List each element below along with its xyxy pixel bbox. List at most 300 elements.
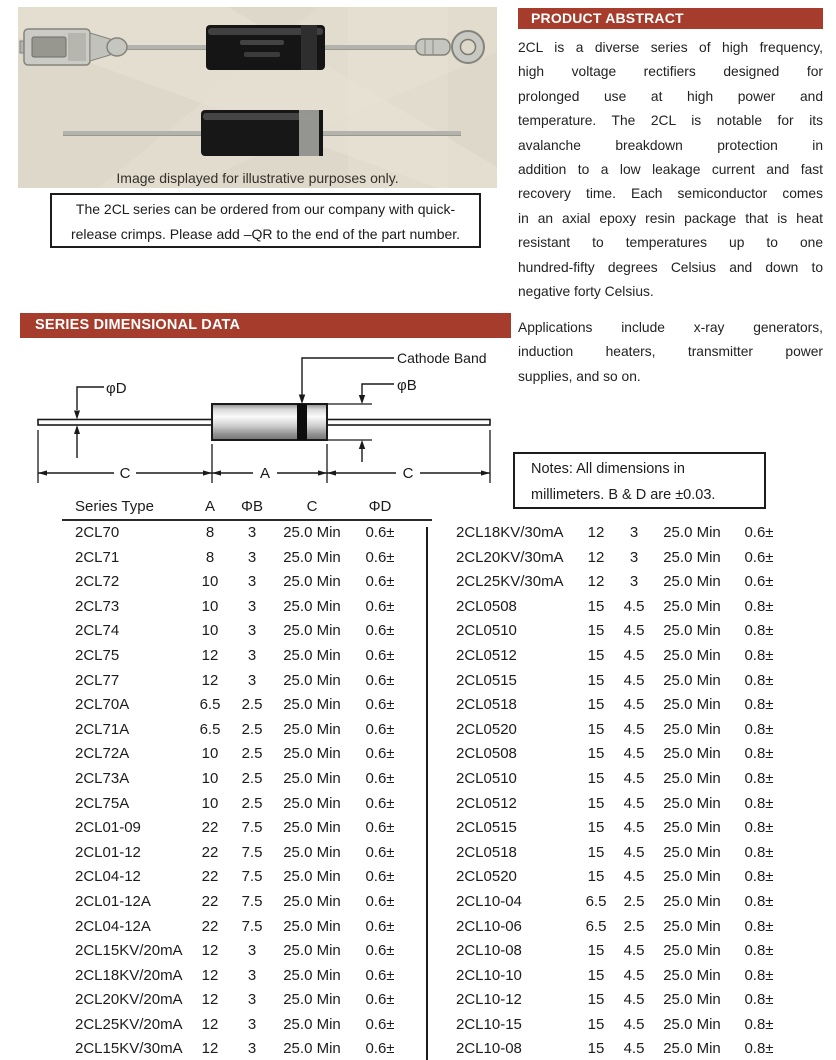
table-cell: 2CL0512 <box>456 646 517 664</box>
table-cell: 0.6± <box>365 769 395 787</box>
table-cell: 25.0 Min <box>663 991 721 1009</box>
table-cell: 25.0 Min <box>283 745 341 763</box>
diode-body-bottom <box>201 110 323 156</box>
table-cell: 3 <box>247 1040 257 1058</box>
table-cell: 0.6± <box>365 671 395 689</box>
table-cell: 12 <box>201 1040 219 1058</box>
table-row <box>62 865 432 890</box>
series-dimensional-header: SERIES DIMENSIONAL DATA <box>20 313 511 338</box>
table-cell: 2CL70A <box>75 696 130 714</box>
text-line: high voltage rectifiers designed for <box>518 64 823 80</box>
label-phi-b: φB <box>397 377 417 394</box>
table-cell: 4.5 <box>623 745 645 763</box>
table-row <box>442 718 812 743</box>
table-cell: 12 <box>201 1015 219 1033</box>
table-cell: 4.5 <box>623 646 645 664</box>
table-cell: 25.0 Min <box>663 646 721 664</box>
table-cell: 0.6± <box>365 524 395 541</box>
table-cell: 12 <box>587 573 605 591</box>
table-cell: 0.8± <box>744 671 774 689</box>
table-divider <box>426 527 428 1060</box>
table-cell: 0.6± <box>365 745 395 763</box>
table-cell: 15 <box>587 1015 605 1033</box>
table-cell: 2.5 <box>241 745 263 763</box>
table-cell: 2CL25KV/20mA <box>75 1015 183 1033</box>
table-cell: 15 <box>587 868 605 886</box>
table-cell: 25.0 Min <box>663 942 721 960</box>
table-cell: 25.0 Min <box>663 917 721 935</box>
text-line: avalanche breakdown protection in <box>518 137 823 153</box>
table-cell: 15 <box>587 794 605 812</box>
diode-body-top <box>206 25 325 70</box>
table-cell: 2CL15KV/20mA <box>75 942 183 960</box>
text-line: recovery time. Each semiconductor comes <box>518 186 823 202</box>
table-cell: 25.0 Min <box>283 622 341 640</box>
text-line: resistant to temperatures up to one <box>518 235 823 251</box>
label-dim-c-left: C <box>119 465 131 482</box>
table-row <box>62 792 432 817</box>
table-cell: 2CL0520 <box>456 720 517 738</box>
table-cell: 7.5 <box>241 843 263 861</box>
table-cell: 0.8± <box>744 917 774 935</box>
table-row <box>62 742 432 767</box>
table-cell: 0.6± <box>365 646 395 664</box>
table-cell: 22 <box>201 917 219 935</box>
table-cell: 2CL71A <box>75 720 130 738</box>
table-cell: 0.8± <box>744 942 774 960</box>
table-cell: 2CL73A <box>75 769 130 787</box>
table-cell: 2CL10-10 <box>456 966 522 984</box>
col-header-a: A <box>204 498 215 515</box>
table-cell: 12 <box>201 991 219 1009</box>
table-cell: 3 <box>629 524 639 541</box>
table-row <box>442 546 812 571</box>
table-cell: 8 <box>205 548 215 566</box>
table-cell: 4.5 <box>623 671 645 689</box>
table-cell: 2CL72A <box>75 745 130 763</box>
table-cell: 2CL15KV/30mA <box>75 1040 183 1058</box>
table-cell: 2CL71 <box>75 548 120 566</box>
table-cell: 2CL20KV/30mA <box>456 548 564 566</box>
table-cell: 25.0 Min <box>283 524 341 541</box>
table-cell: 15 <box>587 1040 605 1058</box>
table-cell: 7.5 <box>241 868 263 886</box>
table-row <box>62 1037 432 1060</box>
table-cell: 2CL0515 <box>456 671 517 689</box>
table-cell: 4.5 <box>623 942 645 960</box>
table-cell: 2CL10-08 <box>456 942 522 960</box>
table-row <box>62 570 432 595</box>
label-dim-c-right: C <box>402 465 414 482</box>
table-cell: 8 <box>205 524 215 541</box>
label-dim-a: A <box>259 465 271 482</box>
table-cell: 25.0 Min <box>283 819 341 837</box>
table-cell: 15 <box>587 622 605 640</box>
table-cell: 25.0 Min <box>663 745 721 763</box>
table-row <box>442 742 812 767</box>
table-cell: 3 <box>247 991 257 1009</box>
table-cell: 0.6± <box>365 720 395 738</box>
table-cell: 12 <box>587 524 605 541</box>
table-cell: 15 <box>587 720 605 738</box>
table-row <box>62 988 432 1013</box>
table-cell: 0.8± <box>744 745 774 763</box>
table-cell: 25.0 Min <box>283 769 341 787</box>
table-row <box>62 718 432 743</box>
table-cell: 4.5 <box>623 1015 645 1033</box>
diagram-cathode-band <box>297 404 307 440</box>
table-cell: 0.6± <box>365 696 395 714</box>
table-cell: 25.0 Min <box>283 720 341 738</box>
table-cell: 25.0 Min <box>663 819 721 837</box>
table-body-right <box>442 521 812 1060</box>
photo-caption: Image displayed for illustrative purposes only. <box>116 170 399 186</box>
table-row <box>442 1037 812 1060</box>
table-cell: 0.8± <box>744 622 774 640</box>
table-row <box>62 595 432 620</box>
table-cell: 25.0 Min <box>283 892 341 910</box>
table-cell: 0.6± <box>365 942 395 960</box>
table-cell: 12 <box>201 646 219 664</box>
text-line: Applications include x-ray generators, <box>518 320 823 335</box>
table-cell: 0.8± <box>744 843 774 861</box>
table-cell: 25.0 Min <box>283 1015 341 1033</box>
notes-line: Notes: All dimensions in <box>531 461 685 477</box>
table-cell: 25.0 Min <box>283 573 341 591</box>
order-note-line: release crimps. Please add –QR to the end of the part number. <box>70 226 461 242</box>
table-cell: 0.8± <box>744 868 774 886</box>
text-line: 2CL is a diverse series of high frequency, <box>518 40 823 55</box>
col-header-series-type: Series Type <box>75 498 154 515</box>
table-cell: 2CL73 <box>75 597 120 615</box>
table-row <box>442 521 812 546</box>
table-cell: 2CL70 <box>75 524 120 541</box>
table-row <box>62 546 432 571</box>
table-cell: 15 <box>587 991 605 1009</box>
table-cell: 7.5 <box>241 917 263 935</box>
table-header <box>62 495 432 521</box>
table-cell: 10 <box>201 745 219 763</box>
table-cell: 15 <box>587 966 605 984</box>
table-cell: 2CL77 <box>75 671 120 689</box>
table-cell: 0.8± <box>744 696 774 714</box>
table-cell: 0.6± <box>365 622 395 640</box>
table-row <box>442 619 812 644</box>
table-cell: 3 <box>247 548 257 566</box>
table-cell: 0.6± <box>365 573 395 591</box>
table-cell: 25.0 Min <box>663 696 721 714</box>
table-cell: 25.0 Min <box>283 868 341 886</box>
table-cell: 2.5 <box>241 769 263 787</box>
table-row <box>62 619 432 644</box>
table-cell: 6.5 <box>199 720 221 738</box>
applications-text <box>518 316 823 389</box>
table-cell: 15 <box>587 696 605 714</box>
table-row <box>442 792 812 817</box>
table-cell: 0.8± <box>744 794 774 812</box>
table-cell: 4.5 <box>623 622 645 640</box>
table-cell: 25.0 Min <box>283 942 341 960</box>
table-row <box>442 669 812 694</box>
notes-line: millimeters. B & D are ±0.03. <box>531 487 716 503</box>
table-cell: 4.5 <box>623 696 645 714</box>
order-note-line: The 2CL series can be ordered from our company with quick- <box>75 201 456 217</box>
text-line: temperature. The 2CL is notable for its <box>518 113 823 129</box>
table-row <box>62 841 432 866</box>
table-cell: 2CL0518 <box>456 843 517 861</box>
table-cell: 0.8± <box>744 769 774 787</box>
table-row <box>442 1013 812 1038</box>
table-row <box>442 939 812 964</box>
table-cell: 2.5 <box>241 720 263 738</box>
table-cell: 0.6± <box>365 1040 395 1058</box>
table-cell: 2CL10-08 <box>456 1040 522 1058</box>
table-row <box>62 693 432 718</box>
table-row <box>62 1013 432 1038</box>
table-cell: 22 <box>201 892 219 910</box>
table-cell: 25.0 Min <box>663 548 721 566</box>
table-row <box>442 915 812 940</box>
table-cell: 25.0 Min <box>663 868 721 886</box>
table-cell: 0.8± <box>744 646 774 664</box>
table-row <box>62 644 432 669</box>
notes-box <box>513 452 766 509</box>
dimension-diagram <box>20 340 500 492</box>
table-cell: 7.5 <box>241 892 263 910</box>
table-row <box>442 890 812 915</box>
table-cell: 2CL0520 <box>456 868 517 886</box>
table-cell: 25.0 Min <box>663 671 721 689</box>
table-cell: 2CL01-12A <box>75 892 151 910</box>
table-cell: 6.5 <box>585 917 607 935</box>
table-cell: 3 <box>247 524 257 541</box>
table-cell: 0.6± <box>365 1015 395 1033</box>
table-cell: 7.5 <box>241 819 263 837</box>
table-cell: 2CL0518 <box>456 696 517 714</box>
table-cell: 6.5 <box>199 696 221 714</box>
table-cell: 2CL18KV/30mA <box>456 524 564 541</box>
table-cell: 25.0 Min <box>283 966 341 984</box>
product-abstract-text <box>518 36 823 304</box>
table-cell: 2CL75A <box>75 794 130 812</box>
table-cell: 10 <box>201 769 219 787</box>
table-row <box>442 988 812 1013</box>
table-cell: 3 <box>629 548 639 566</box>
table-cell: 0.6± <box>744 548 774 566</box>
table-cell: 0.8± <box>744 1015 774 1033</box>
table-cell: 22 <box>201 819 219 837</box>
table-cell: 4.5 <box>623 843 645 861</box>
table-cell: 3 <box>247 942 257 960</box>
table-cell: 15 <box>587 942 605 960</box>
table-cell: 3 <box>247 573 257 591</box>
table-cell: 22 <box>201 868 219 886</box>
table-cell: 3 <box>629 573 639 591</box>
product-photo <box>18 7 497 188</box>
table-cell: 2CL0510 <box>456 622 517 640</box>
table-cell: 3 <box>247 597 257 615</box>
label-phi-d: φD <box>106 380 127 397</box>
table-cell: 15 <box>587 745 605 763</box>
table-cell: 25.0 Min <box>663 573 721 591</box>
table-cell: 12 <box>201 966 219 984</box>
table-row <box>62 939 432 964</box>
table-cell: 25.0 Min <box>283 991 341 1009</box>
table-row <box>442 865 812 890</box>
table-row <box>442 570 812 595</box>
table-cell: 15 <box>587 843 605 861</box>
table-cell: 3 <box>247 1015 257 1033</box>
col-header-c: C <box>306 498 318 515</box>
table-cell: 2CL75 <box>75 646 120 664</box>
table-cell: 3 <box>247 966 257 984</box>
table-cell: 0.6± <box>365 794 395 812</box>
table-cell: 25.0 Min <box>283 1040 341 1058</box>
table-row <box>62 816 432 841</box>
table-cell: 0.6± <box>365 966 395 984</box>
product-photo-image <box>18 7 497 188</box>
table-cell: 2.5 <box>241 794 263 812</box>
table-row <box>442 693 812 718</box>
table-cell: 2CL18KV/20mA <box>75 966 183 984</box>
table-row <box>442 964 812 989</box>
table-cell: 2CL74 <box>75 622 120 640</box>
text-line: negative forty Celsius. <box>518 283 654 299</box>
table-cell: 25.0 Min <box>663 843 721 861</box>
table-cell: 25.0 Min <box>283 696 341 714</box>
dimensional-table-right <box>442 521 812 1060</box>
table-cell: 25.0 Min <box>663 597 721 615</box>
table-cell: 4.5 <box>623 819 645 837</box>
table-cell: 2CL20KV/20mA <box>75 991 183 1009</box>
table-cell: 25.0 Min <box>283 646 341 664</box>
table-cell: 15 <box>587 671 605 689</box>
table-cell: 25.0 Min <box>283 597 341 615</box>
table-cell: 2CL10-12 <box>456 991 522 1009</box>
table-cell: 25.0 Min <box>663 622 721 640</box>
table-cell: 0.6± <box>744 573 774 591</box>
table-cell: 4.5 <box>623 794 645 812</box>
table-cell: 25.0 Min <box>663 1015 721 1033</box>
table-cell: 22 <box>201 843 219 861</box>
text-line: prolonged use at high power and <box>518 88 823 104</box>
text-line: hundred-fifty degrees Celsius and down to <box>518 259 823 275</box>
table-cell: 0.8± <box>744 1040 774 1058</box>
table-cell: 10 <box>201 573 219 591</box>
table-cell: 2CL0512 <box>456 794 517 812</box>
table-cell: 2CL25KV/30mA <box>456 573 564 591</box>
table-cell: 0.6± <box>365 819 395 837</box>
table-cell: 0.8± <box>744 966 774 984</box>
table-cell: 25.0 Min <box>663 1040 721 1058</box>
table-cell: 0.6± <box>365 868 395 886</box>
table-cell: 2.5 <box>623 892 645 910</box>
table-cell: 25.0 Min <box>283 548 341 566</box>
table-cell: 2CL10-04 <box>456 892 522 910</box>
label-cathode-band: Cathode Band <box>397 350 487 366</box>
table-cell: 2CL04-12A <box>75 917 151 935</box>
table-cell: 2.5 <box>241 696 263 714</box>
table-row <box>442 841 812 866</box>
table-cell: 15 <box>587 769 605 787</box>
table-row <box>62 890 432 915</box>
table-cell: 10 <box>201 794 219 812</box>
table-cell: 25.0 Min <box>663 892 721 910</box>
table-cell: 0.8± <box>744 597 774 615</box>
table-cell: 25.0 Min <box>663 524 721 541</box>
table-cell: 0.6± <box>365 917 395 935</box>
table-cell: 10 <box>201 622 219 640</box>
table-cell: 4.5 <box>623 720 645 738</box>
table-cell: 4.5 <box>623 966 645 984</box>
table-row <box>62 521 432 546</box>
table-cell: 4.5 <box>623 597 645 615</box>
col-header-phi-b: ΦB <box>241 498 263 515</box>
text-line: induction heaters, transmitter power <box>518 344 823 360</box>
table-row <box>62 964 432 989</box>
table-cell: 2CL0508 <box>456 597 517 615</box>
table-cell: 25.0 Min <box>663 794 721 812</box>
table-cell: 4.5 <box>623 868 645 886</box>
table-cell: 2CL0508 <box>456 745 517 763</box>
table-cell: 2CL0515 <box>456 819 517 837</box>
order-note-box <box>50 193 481 248</box>
table-row <box>442 595 812 620</box>
table-cell: 10 <box>201 597 219 615</box>
table-cell: 25.0 Min <box>663 720 721 738</box>
table-cell: 3 <box>247 646 257 664</box>
table-body-left <box>62 521 432 1060</box>
table-row <box>442 767 812 792</box>
table-cell: 0.8± <box>744 991 774 1009</box>
table-cell: 0.6± <box>365 991 395 1009</box>
table-cell: 25.0 Min <box>283 843 341 861</box>
table-cell: 12 <box>587 548 605 566</box>
table-cell: 0.6± <box>365 843 395 861</box>
table-cell: 4.5 <box>623 1040 645 1058</box>
table-cell: 4.5 <box>623 769 645 787</box>
table-cell: 12 <box>201 942 219 960</box>
text-line: addition to a low leakage current and fast <box>518 161 823 177</box>
table-cell: 2CL0510 <box>456 769 517 787</box>
table-cell: 2CL04-12 <box>75 868 141 886</box>
table-cell: 2CL10-06 <box>456 917 522 935</box>
table-cell: 12 <box>201 671 219 689</box>
text-line: in an axial epoxy resin package that is heat <box>518 210 823 226</box>
table-cell: 15 <box>587 646 605 664</box>
diagram-diode-body <box>212 404 327 440</box>
table-cell: 25.0 Min <box>283 917 341 935</box>
text-line: supplies, and so on. <box>518 368 641 384</box>
table-cell: 4.5 <box>623 991 645 1009</box>
table-cell: 0.6± <box>744 524 774 541</box>
table-cell: 25.0 Min <box>663 966 721 984</box>
table-row <box>442 644 812 669</box>
table-row <box>62 767 432 792</box>
product-abstract-header: PRODUCT ABSTRACT <box>518 8 823 29</box>
table-row <box>62 915 432 940</box>
table-cell: 0.6± <box>365 597 395 615</box>
col-header-phi-d: ΦD <box>368 498 392 515</box>
table-cell: 2CL72 <box>75 573 120 591</box>
table-cell: 0.8± <box>744 819 774 837</box>
table-cell: 2CL01-09 <box>75 819 141 837</box>
table-cell: 2CL01-12 <box>75 843 141 861</box>
table-cell: 6.5 <box>585 892 607 910</box>
table-row <box>442 816 812 841</box>
table-cell: 15 <box>587 819 605 837</box>
table-cell: 0.8± <box>744 720 774 738</box>
